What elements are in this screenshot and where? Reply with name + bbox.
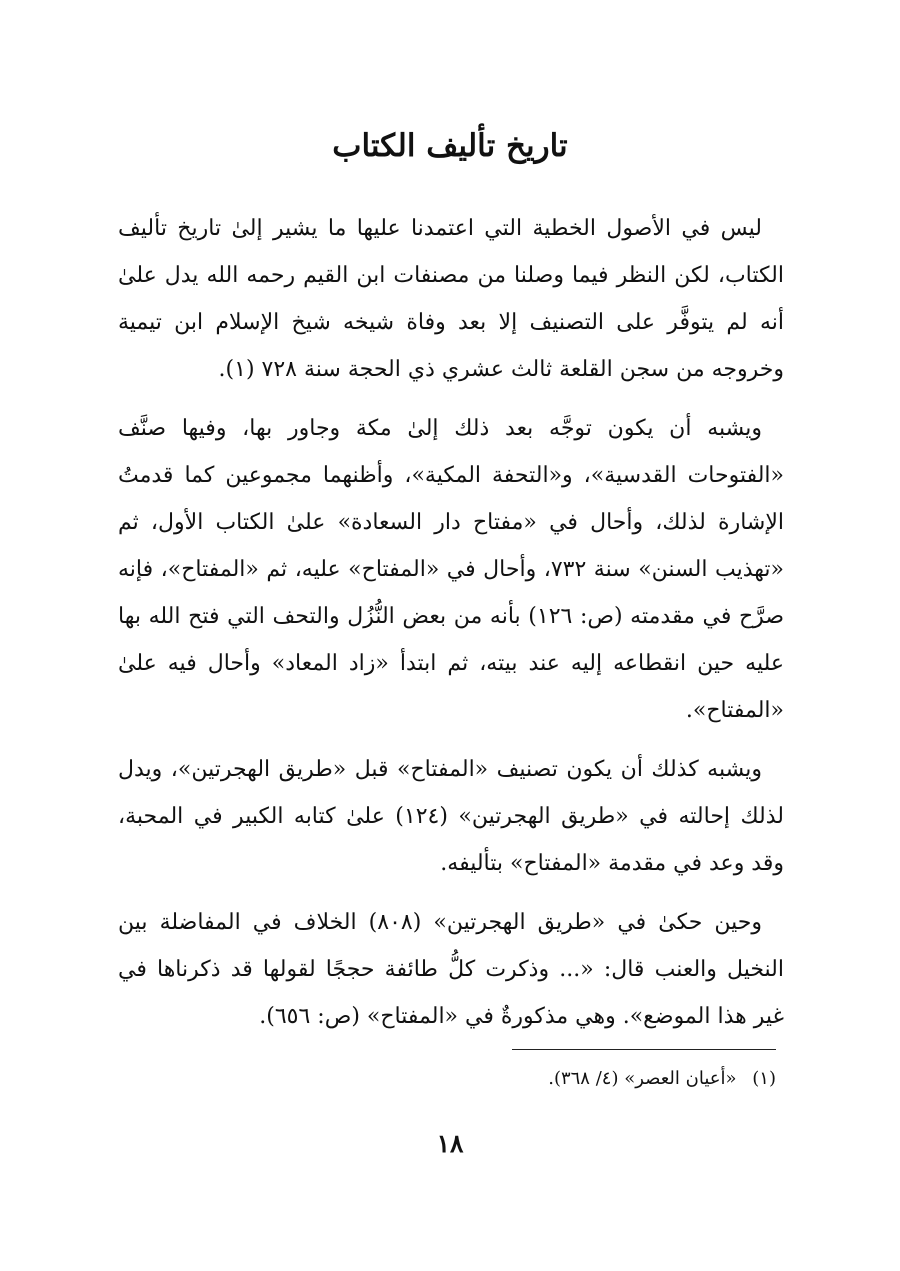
page-number: ١٨ [436, 1129, 464, 1158]
paragraph-2: ويشبه أن يكون توجَّه بعد ذلك إلىٰ مكة وجاور بها، وفيها صنَّف «الفتوحات القدسية»، و«التحفة المكية»، وأظنهما مجموعين كما قدمتُ الإشارة لذلك، وأحال في «مفتاح دار السعادة» علىٰ الكتاب الأول، ثم «تهذيب السنن» سنة ٧٣٢، وأحال في «المفتاح» عليه، ثم «المفتاح»، فإنه صرَّح في مقدمته (ص: ١٢٦) بأنه من بعض النُّزُل والتحف التي فتح الله بها عليه حين انقطاعه إليه عند بيته، ثم ابتدأ «زاد المعاد» وأحال فيه علىٰ «المفتاح». [118, 416, 784, 723]
paragraph-1: ليس في الأصول الخطية التي اعتمدنا عليها ما يشير إلىٰ تاريخ تأليف الكتاب، لكن النظر فيما وصلنا من مصنفات ابن القيم رحمه الله يدل علىٰ أنه لم يتوفَّر على التصنيف إلا بعد وفاة شيخه شيخ الإسلام ابن تيمية وخروجه من سجن القلعة ثالث عشري ذي الحجة سنة ٧٢٨ (١). [118, 216, 784, 382]
paragraph-4: وحين حكىٰ في «طريق الهجرتين» (٨٠٨) الخلاف في المفاضلة بين النخيل والعنب قال: «... وذكرت كلُّ طائفة حججًا لقولها قد ذكرناها في غير هذا الموضع». وهي مذكورةٌ في «المفتاح» (ص: ٦٥٦). [118, 910, 784, 1029]
footnote-text: «أعيان العصر» (٤/ ٣٦٨). [548, 1068, 737, 1089]
body-text [118, 205, 784, 1052]
page-title: تاريخ تأليف الكتاب [332, 128, 568, 164]
paragraph-3: ويشبه كذلك أن يكون تصنيف «المفتاح» قبل «طريق الهجرتين»، ويدل لذلك إحالته في «طريق الهجرتين» (١٢٤) علىٰ كتابه الكبير في المحبة، وقد وعد في مقدمة «المفتاح» بتأليفه. [118, 757, 784, 876]
footnote-number: (١) [752, 1068, 776, 1089]
footnote-divider [512, 1049, 776, 1050]
footnote [376, 1064, 776, 1094]
